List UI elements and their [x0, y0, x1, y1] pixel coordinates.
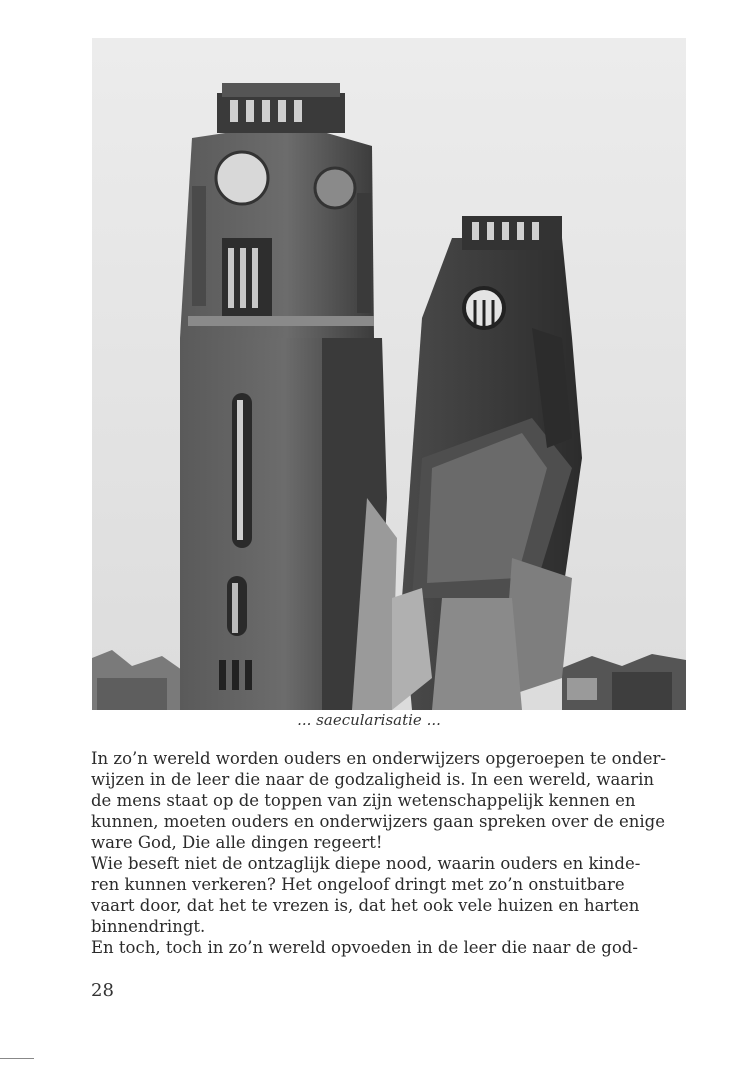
page-number: 28 [91, 980, 114, 1001]
standing-tower [180, 83, 387, 710]
text-line: ren kunnen verkeren? Het ongeloof dringt met zo’n onstuitbare [91, 875, 625, 894]
body-paragraphs [91, 748, 703, 958]
photo-caption: ... saecularisatie ... [297, 711, 441, 729]
text-line: binnendringt. [91, 917, 206, 936]
text-line: wijzen in de leer die naar de godzaligheid is. In een wereld, waarin [91, 770, 655, 789]
text-line: En toch, toch in zo’n wereld opvoeden in de leer die naar de god- [91, 938, 638, 957]
text-line: In zo’n wereld worden ouders en onderwijzers opgeroepen te onder- [91, 749, 666, 768]
text-line: Wie beseft niet de ontzaglijk diepe nood, waarin ouders en kinde- [91, 854, 641, 873]
text-line: de mens staat op de toppen van zijn wetenschappelijk kennen en [91, 791, 636, 810]
text-line: ware God, Die alle dingen regeert! [91, 833, 383, 852]
scan-edge-line [0, 1058, 34, 1059]
text-line: vaart door, dat het te vrezen is, dat het ook vele huizen en harten [91, 896, 640, 915]
text-line: kunnen, moeten ouders en onderwijzers gaan spreken over de enige [91, 812, 665, 831]
photo-illustration [92, 38, 686, 710]
photo-collapsing-church-towers [92, 38, 686, 710]
